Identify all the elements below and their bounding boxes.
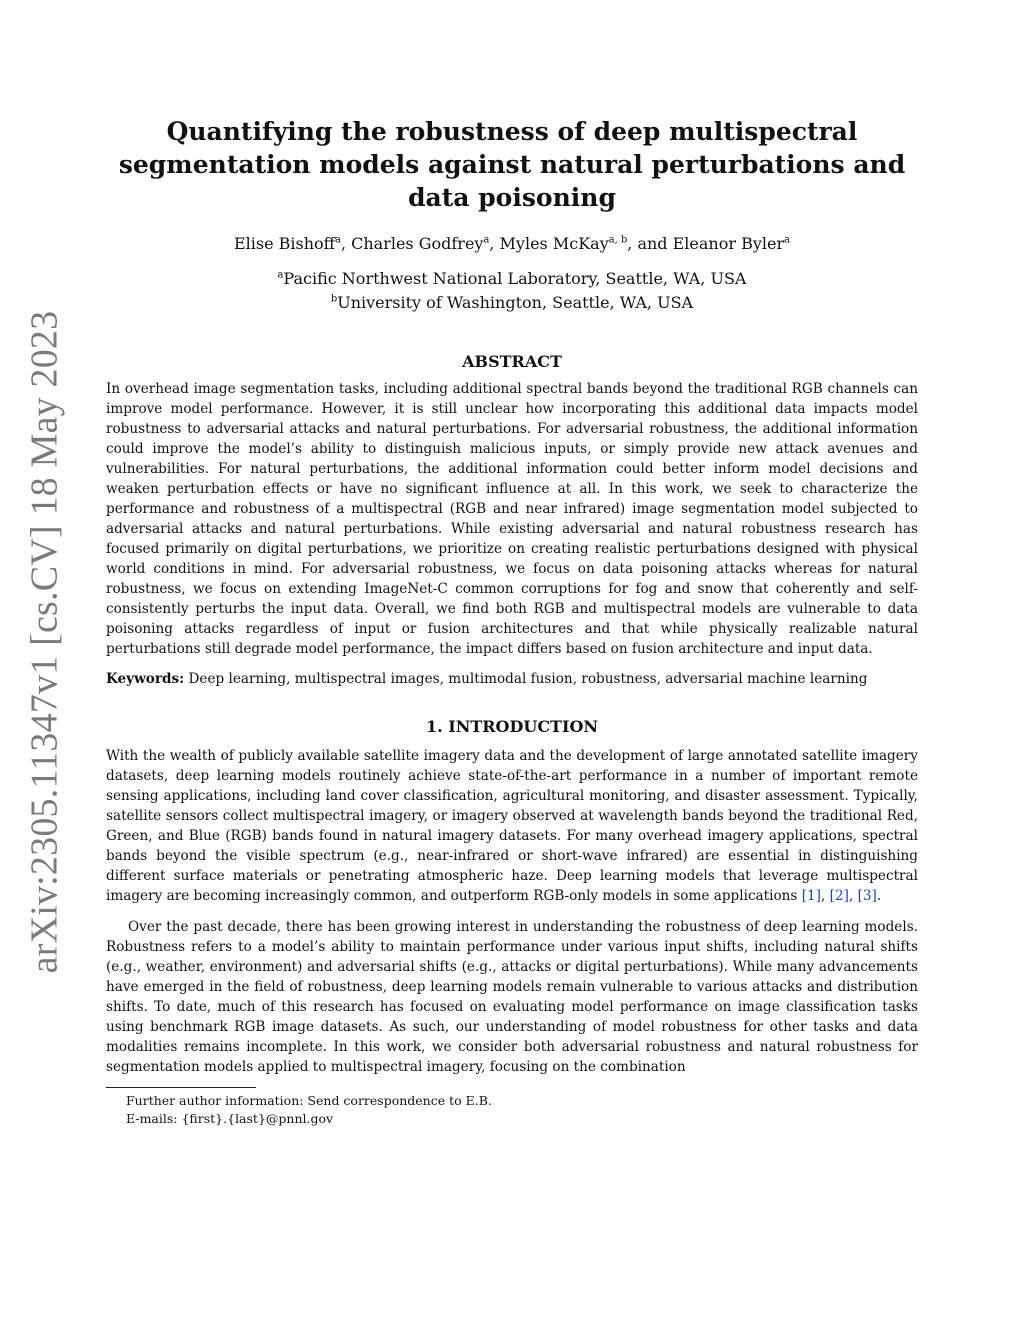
affiliation-b: $^b$University of Washington, Seattle, WA, USA <box>330 292 694 312</box>
citation-link[interactable]: [3] <box>857 888 877 905</box>
citation-link[interactable]: [1] <box>801 888 821 905</box>
section-heading-introduction: 1. INTRODUCTION <box>425 717 599 737</box>
footnote-emails: E-mails: {first}.{last}@pnnl.gov <box>126 1111 334 1127</box>
intro-paragraph-2: Over the past decade, there has been growing interest in understanding the robustness of deep learning models. Robustness refers to a model’s ability to maintain performance under various input shifts, including natural shifts (e.g., weather, environment) and adversarial shifts (e.g., attacks or digital perturbations). While many advancements have emerged in the field of robustness, deep learning models remain vulnerable to various attacks and distribution shifts. To date, much of this research has focused on evaluating model performance on image classification tasks using benchmark RGB image datasets. As such, our understanding of model robustness for other tasks and data modalities remains incomplete. In this work, we consider both adversarial robustness and natural robustness for segmentation models applied to multispectral imagery, focusing on the combination <box>106 919 918 1076</box>
abstract-text: In overhead image segmentation tasks, including additional spectral bands beyond the traditional RGB channels can improve model performance. However, it is still unclear how incorporating this additional data impacts model robustness to adversarial attacks and natural perturbations. For adversarial robustness, the additional information could improve the model’s ability to distinguish malicious inputs, or simply provide new attack avenues and vulnerabilities. For natural perturbations, the additional information could better inform model decisions and weaken perturbation effects or have no significant influence at all. In this work, we seek to characterize the performance and robustness of a multispectral (RGB and near infrared) image segmentation model subjected to adversarial attacks and natural perturbations. While existing adversarial and natural robustness research has focused primarily on digital perturbations, we prioritize on creating realistic perturbations designed with physical world conditions in mind. For adversarial robustness, we focus on data poisoning attacks whereas for natural robustness, we focus on extending ImageNet-C common corruptions for fog and snow that coherently and self-consistently perturbs the input data. Overall, we find both RGB and multispectral models are vulnerable to data poisoning attacks regardless of input or fusion architectures and that while physically realizable natural perturbations still degrade model performance, the impact differs based on fusion architecture and input data. <box>106 381 918 658</box>
author: Charles Godfrey$^a$, <box>351 234 500 253</box>
abstract-heading: ABSTRACT <box>462 352 562 372</box>
author: Myles McKay$^{a, b}$, and <box>499 234 673 253</box>
arxiv-stamp <box>16 310 72 974</box>
arxiv-stamp-text: arXiv:2305.11347v1 [cs.CV] 18 May 2023 <box>23 310 65 974</box>
keywords-label: Keywords: <box>106 671 185 688</box>
author: Elise Bishoff$^a$, <box>233 234 352 253</box>
keywords <box>106 669 918 689</box>
paper-page <box>106 115 918 1128</box>
author: Eleanor Byler$^a$ <box>672 234 791 253</box>
citation-link[interactable]: [2] <box>829 888 849 905</box>
footnote-divider <box>106 1087 256 1088</box>
author-list <box>106 234 918 253</box>
keywords-text: Deep learning, multispectral images, multimodal fusion, robustness, adversarial machine learning <box>188 671 868 688</box>
affiliation-a: $^a$Pacific Northwest National Laboratory, Seattle, WA, USA <box>277 269 747 288</box>
intro-paragraph-1: With the wealth of publicly available satellite imagery data and the development of large annotated satellite imagery datasets, deep learning models routinely achieve state-of-the-art performance in a number of important remote sensing applications, including land cover classification, agricultural monitoring, and disaster assessment. Typically, satellite sensors collect multispectral imagery, or imagery observed at wavelength bands beyond the traditional Red, Green, and Blue (RGB) bands found in natural imagery datasets. For many overhead imagery applications, spectral bands beyond the visible spectrum (e.g., near-infrared or short-wave infrared) are essential in distinguishing different surface materials or penetrating atmospheric haze. Deep learning models that leverage multispectral imagery are becoming increasingly common, and outperform RGB-only models in some applications [1], [2], [3]. <box>106 748 918 905</box>
paper-title: Quantifying the robustness of deep multispectral segmentation models against natural perturbations and data poisoning <box>118 117 906 212</box>
footnote-author-info: Further author information: Send correspondence to E.B. <box>126 1093 492 1109</box>
